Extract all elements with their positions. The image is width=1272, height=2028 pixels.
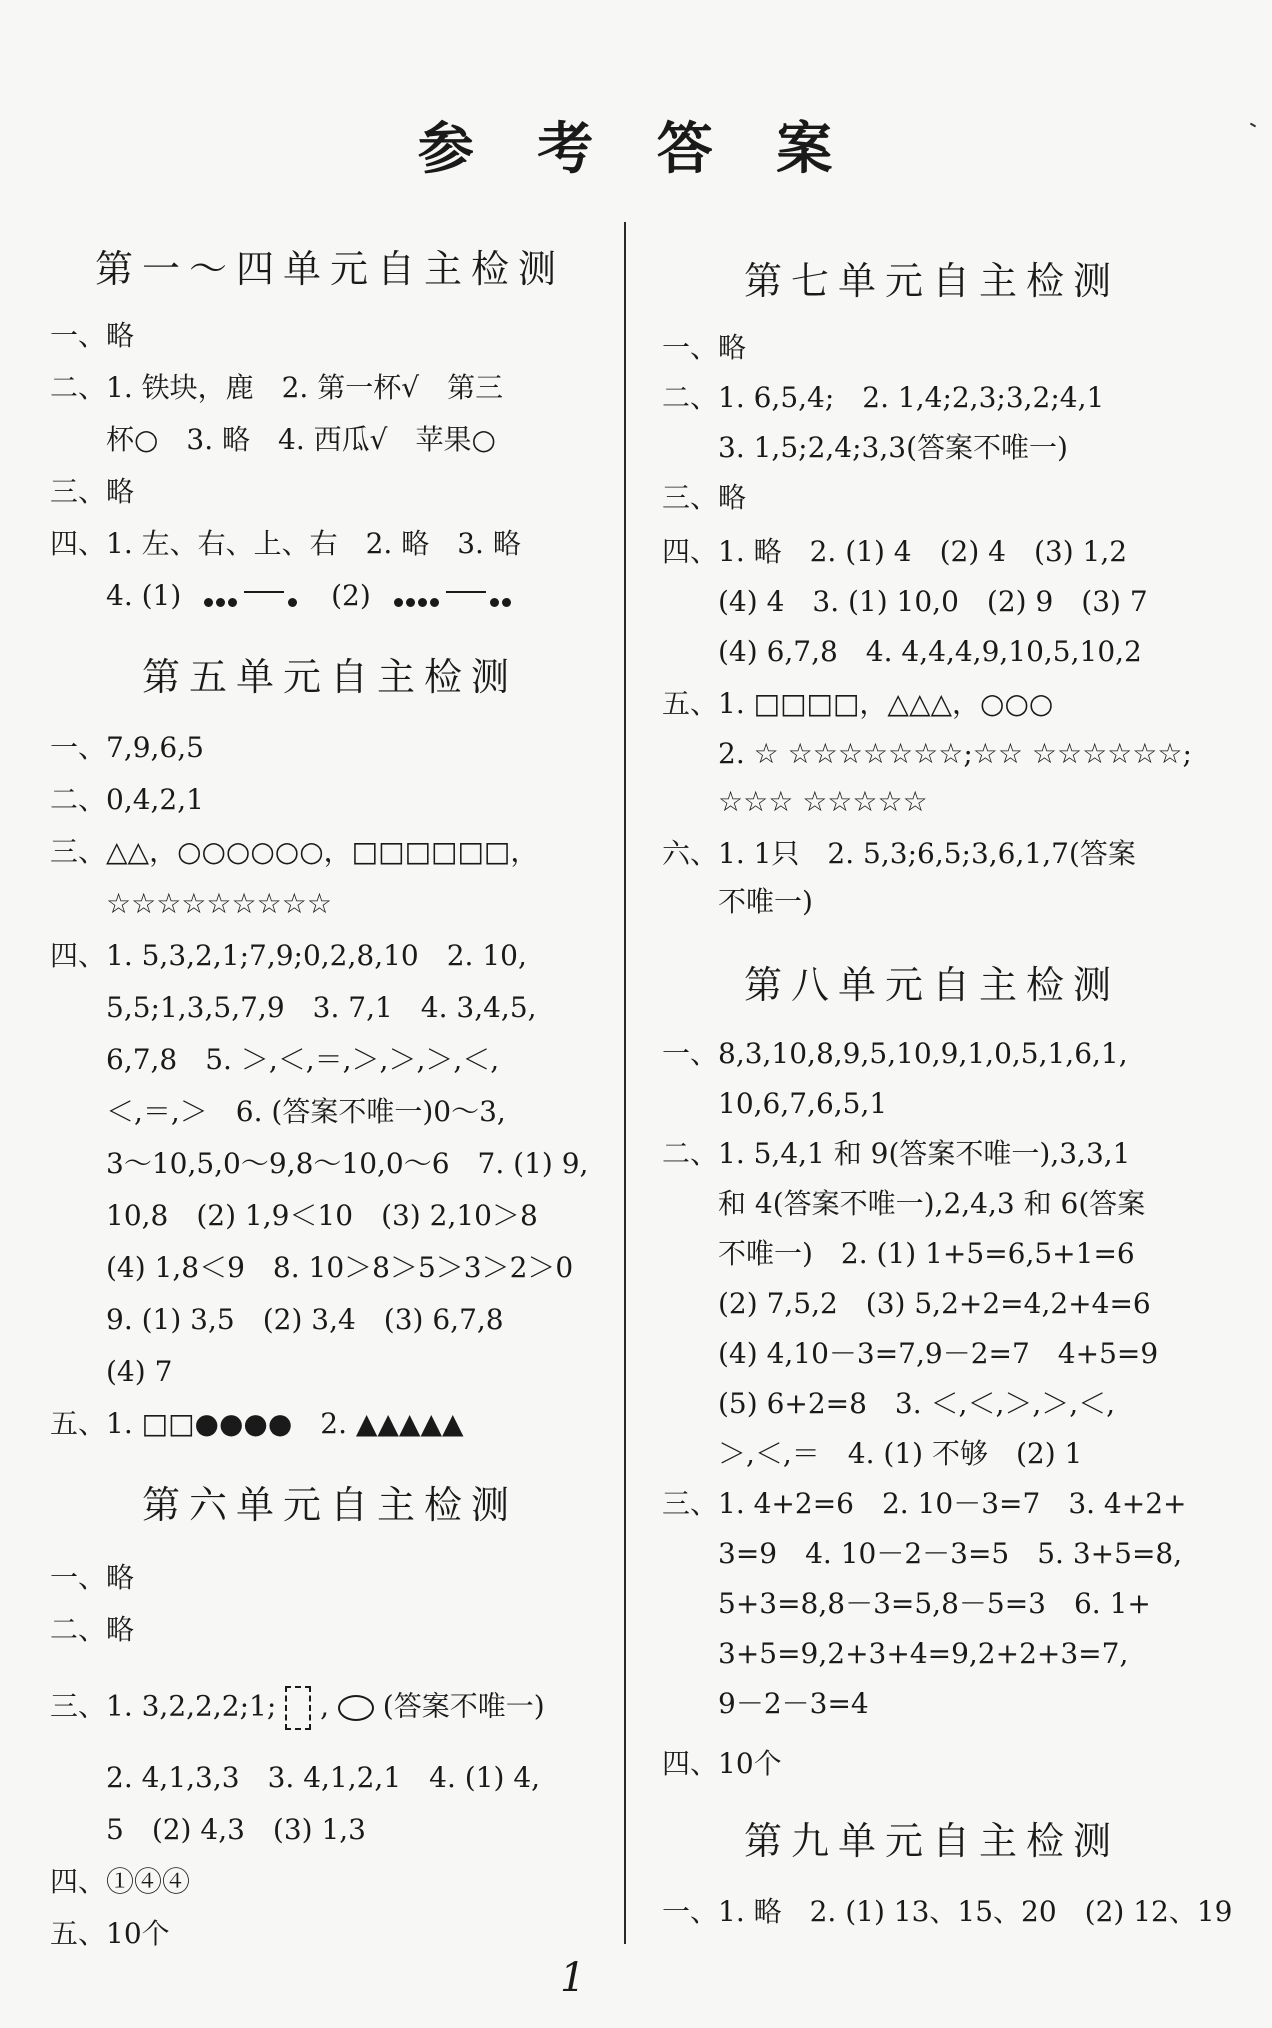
answer-line-with-figures — [106, 578, 514, 616]
answer-line: 三、1. 4+2=6 2. 10－3=7 3. 4+2+ — [662, 1487, 1187, 1520]
answer-line: (5) 6+2=8 3. ＜,＜,＞,＞,＜, — [718, 1387, 1116, 1420]
answer-line: 二、0,4,2,1 — [50, 783, 204, 816]
dot-row-figure-2 — [394, 580, 514, 616]
section-title-unit-7: 第七单元自主检测 — [743, 259, 1120, 303]
answer-line-with-figures: 三、1. 3,2,2,2;1; , (答案不唯一) — [50, 1686, 545, 1730]
answer-line: 5+3=8,8－3=5,8－5=3 6. 1+ — [718, 1587, 1151, 1620]
answer-line: 6,7,8 5. ＞,＜,＝,＞,＞,＞,＜, — [106, 1043, 500, 1076]
answer-line: 四、①④④ — [50, 1865, 191, 1898]
section-title-unit-8: 第八单元自主检测 — [743, 963, 1120, 1007]
answer-line: 四、10个 — [662, 1747, 782, 1780]
cut-rectangle-figure — [285, 1686, 311, 1730]
answer-line: 3+5=9,2+3+4=9,2+2+3=7, — [718, 1637, 1129, 1670]
answer-line: 二、1. 6,5,4; 2. 1,4;2,3;3,2;4,1 — [662, 381, 1105, 414]
answer-line: 四、1. 略 2. (1) 4 (2) 4 (3) 1,2 — [662, 535, 1128, 568]
answer-line: ☆☆☆☆☆☆☆☆☆ — [106, 887, 332, 920]
answer-line: 三、略 — [662, 481, 747, 514]
answer-line: 一、略 — [662, 331, 747, 364]
answer-line: 9. (1) 3,5 (2) 3,4 (3) 6,7,8 — [106, 1303, 504, 1336]
answer-line: 5 (2) 4,3 (3) 1,3 — [106, 1813, 366, 1846]
answer-line: 9－2－3=4 — [718, 1687, 869, 1720]
section-title-unit-5: 第五单元自主检测 — [141, 655, 518, 699]
answer-line: (4) 4 3. (1) 10,0 (2) 9 (3) 7 — [718, 585, 1148, 618]
answer-line: 10,6,7,6,5,1 — [718, 1087, 888, 1120]
answer-line: (4) 1,8＜9 8. 10＞8＞5＞3＞2＞0 — [106, 1251, 574, 1284]
answer-line: 六、1. 1只 2. 5,3;6,5;3,6,1,7(答案 — [662, 837, 1136, 870]
answer-line: 一、1. 略 2. (1) 13、15、20 (2) 12、19 — [662, 1895, 1233, 1928]
answer-line: 不唯一) 2. (1) 1+5=6,5+1=6 — [718, 1237, 1135, 1270]
answer-line: 一、8,3,10,8,9,5,10,9,1,0,5,1,6,1, — [662, 1037, 1128, 1070]
oval-figure — [338, 1695, 374, 1721]
answer-line: 一、7,9,6,5 — [50, 731, 204, 764]
section-title-unit-6: 第六单元自主检测 — [141, 1483, 518, 1527]
answer-line: 五、1. □□□□，△△△，○○○ — [662, 687, 1054, 720]
answer-line: 2. ☆ ☆☆☆☆☆☆☆;☆☆ ☆☆☆☆☆☆; — [718, 737, 1192, 770]
answer-line: 5,5;1,3,5,7,9 3. 7,1 4. 3,4,5, — [106, 991, 537, 1024]
column-divider — [624, 222, 626, 1944]
answer-line: 二、1. 5,4,1 和 9(答案不唯一),3,3,1 — [662, 1137, 1131, 1170]
answer-line: 不唯一) — [718, 885, 813, 918]
answer-line: 四、1. 5,3,2,1;7,9;0,2,8,10 2. 10, — [50, 939, 527, 972]
answer-line: 10,8 (2) 1,9＜10 (3) 2,10＞8 — [106, 1199, 538, 1232]
answer-line: (4) 6,7,8 4. 4,4,4,9,10,5,10,2 — [718, 635, 1142, 668]
dot-row-figure-1 — [204, 580, 300, 616]
answer-line: 2. 4,1,3,3 3. 4,1,2,1 4. (1) 4, — [106, 1761, 541, 1794]
answer-line: 3=9 4. 10－2－3=5 5. 3+5=8, — [718, 1537, 1183, 1570]
answer-text: (答案不唯一) — [382, 1689, 545, 1723]
answer-line: (4) 4,10－3=7,9－2=7 4+5=9 — [718, 1337, 1159, 1370]
answer-line: 五、10个 — [50, 1917, 170, 1950]
page-title: 参 考 答 案 — [417, 116, 855, 182]
answer-line: ＞,＜,＝ 4. (1) 不够 (2) 1 — [718, 1437, 1083, 1470]
answer-line: 二、1. 铁块，鹿 2. 第一杯√ 第三 — [50, 371, 504, 404]
answer-text: 4. (1) — [106, 579, 182, 612]
answer-line: 二、略 — [50, 1613, 135, 1646]
page-number: 1 — [560, 1955, 586, 2001]
answer-line: 一、略 — [50, 1561, 135, 1594]
answer-line: 五、1. □□●●●● 2. ▲▲▲▲▲ — [50, 1407, 464, 1440]
answer-line: 三、△△，○○○○○○，□□□□□□， — [50, 835, 539, 868]
answer-text: (2) — [331, 579, 371, 612]
answer-line: 3～10,5,0～9,8～10,0～6 7. (1) 9, — [106, 1147, 589, 1180]
answer-line: (2) 7,5,2 (3) 5,2+2=4,2+4=6 — [718, 1287, 1151, 1320]
answer-line: ＜,＝,＞ 6. (答案不唯一)0～3, — [106, 1095, 506, 1128]
answer-line: (4) 7 — [106, 1355, 173, 1388]
answer-text: 三、1. 3,2,2,2;1; — [50, 1689, 277, 1723]
section-title-unit-1-4: 第一～四单元自主检测 — [94, 247, 565, 291]
answer-line: 3. 1,5;2,4;3,3(答案不唯一) — [718, 431, 1068, 464]
answer-line: 四、1. 左、右、上、右 2. 略 3. 略 — [50, 527, 521, 560]
answer-line: ☆☆☆ ☆☆☆☆☆ — [718, 785, 928, 818]
answer-line: 杯○ 3. 略 4. 西瓜√ 苹果○ — [106, 423, 496, 456]
section-title-unit-9: 第九单元自主检测 — [743, 1819, 1120, 1863]
answer-line: 一、略 — [50, 319, 135, 352]
answer-line: 三、略 — [50, 475, 135, 508]
answer-line: 和 4(答案不唯一),2,4,3 和 6(答案 — [718, 1187, 1146, 1220]
